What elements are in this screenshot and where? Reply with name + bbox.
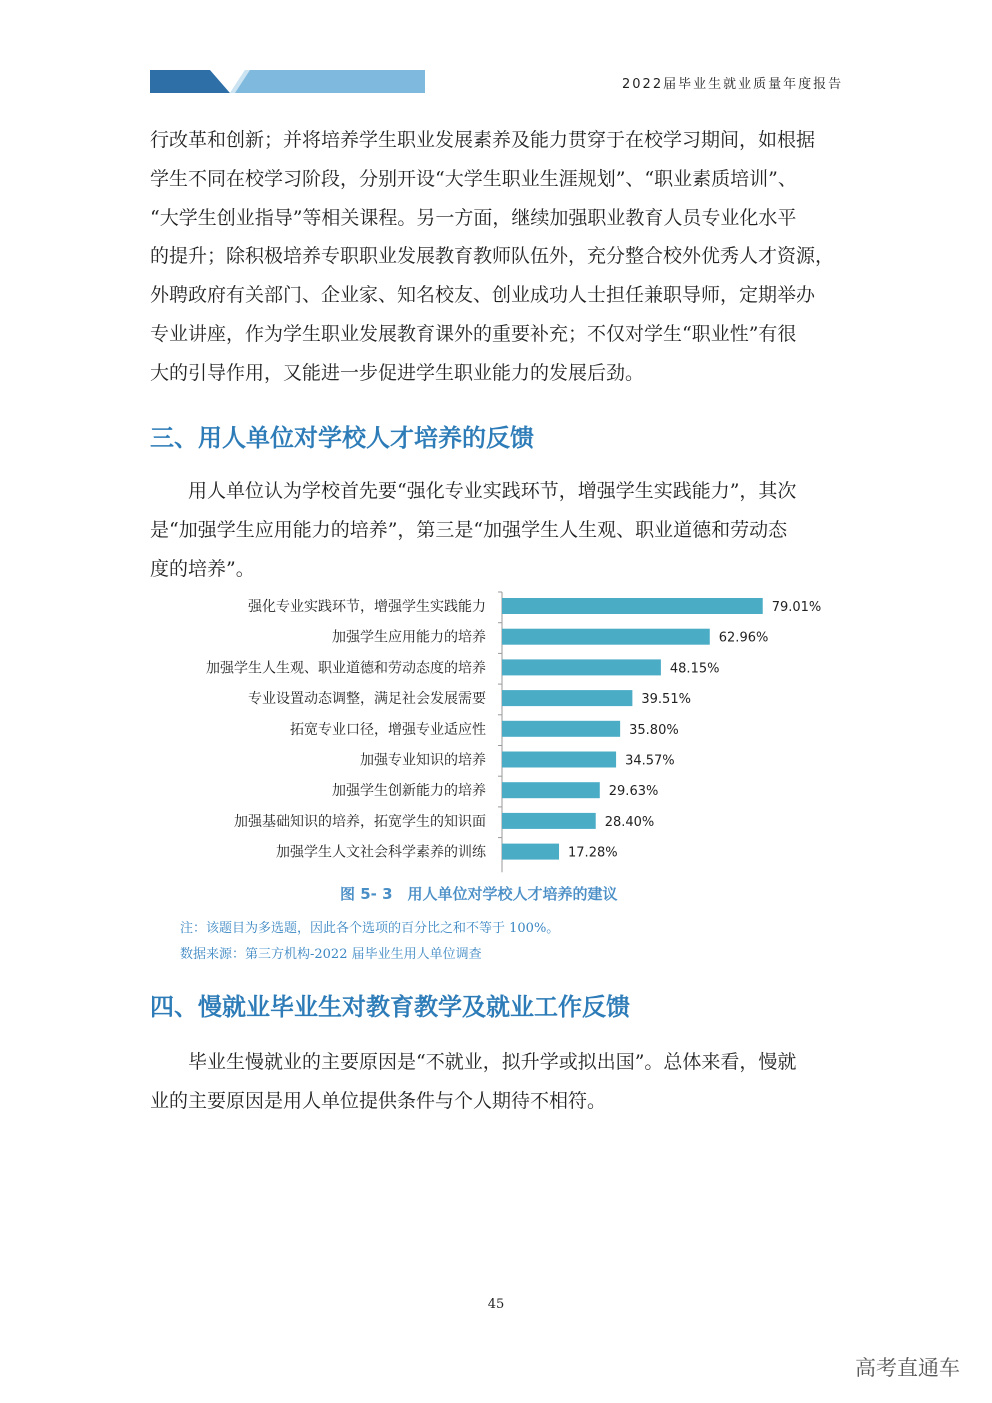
data-label: 35.80% bbox=[629, 722, 679, 738]
data-label: 29.63% bbox=[608, 784, 659, 800]
header-decoration-band bbox=[150, 70, 425, 93]
category-label: 加强专业知识的培养 bbox=[360, 752, 486, 769]
text-line: 行改革和创新；并将培养学生职业发展素养及能力贯穿于在校学习期间，如根据 bbox=[150, 129, 816, 151]
category-label: 加强学生创新能力的培养 bbox=[332, 783, 486, 800]
data-source: 数据来源：第三方机构-2022 届毕业生用人单位调查 bbox=[180, 947, 482, 962]
text-line: 度的培养”。 bbox=[150, 557, 255, 580]
text-line: 大的引导作用，又能进一步促进学生职业能力的发展后劲。 bbox=[150, 361, 645, 384]
data-label: 34.57% bbox=[625, 753, 675, 769]
text-line: 是“加强学生应用能力的培养”，第三是“加强学生人生观、职业道德和劳动态 bbox=[150, 518, 788, 541]
text-line: “大学生创业指导”等相关课程。另一方面，继续加强职业教育人员专业化水平 bbox=[150, 206, 797, 229]
category-label: 加强学生人生观、职业道德和劳动态度的培养 bbox=[206, 660, 486, 677]
bar bbox=[502, 813, 596, 829]
text-line: 业的主要原因是用人单位提供条件与个人期待不相符。 bbox=[150, 1089, 607, 1112]
figure-caption: 图 5- 3 用人单位对学校人才培养的建议 bbox=[340, 885, 618, 903]
section-heading-3: 三、用人单位对学校人才培养的反馈 bbox=[150, 424, 534, 452]
data-label: 48.15% bbox=[669, 661, 720, 677]
text-line: 用人单位认为学校首先要“强化专业实践环节，增强学生实践能力”，其次 bbox=[188, 480, 797, 502]
data-label: 17.28% bbox=[568, 845, 618, 861]
category-label: 加强学生人文社会科学素养的训练 bbox=[276, 844, 486, 861]
data-label: 79.01% bbox=[771, 600, 822, 615]
data-label: 62.96% bbox=[718, 630, 769, 646]
category-label: 专业设置动态调整，满足社会发展需要 bbox=[248, 691, 486, 708]
category-label: 加强基础知识的培养，拓宽学生的知识面 bbox=[234, 813, 486, 830]
text-line: 的提升；除积极培养专职职业发展教育教师队伍外，充分整合校外优秀人才资源， bbox=[150, 245, 835, 268]
text-line: 专业讲座，作为学生职业发展教育课外的重要补充；不仅对学生“职业性”有很 bbox=[150, 322, 797, 345]
figure-note: 注：该题目为多选题，因此各个选项的百分比之和不等于 100%。 bbox=[180, 921, 560, 936]
bar bbox=[502, 844, 559, 860]
bar bbox=[502, 690, 632, 706]
category-label: 拓宽专业口径，增强专业适应性 bbox=[290, 721, 486, 738]
bar bbox=[502, 721, 620, 737]
text-line: 毕业生慢就业的主要原因是“不就业，拟升学或拟出国”。总体来看，慢就 bbox=[188, 1051, 797, 1073]
bar bbox=[502, 598, 763, 614]
bar bbox=[502, 659, 661, 675]
category-label: 加强学生应用能力的培养 bbox=[332, 629, 486, 646]
text-line: 学生不同在校学习阶段，分别开设“大学生职业生涯规划”、“职业素质培训”、 bbox=[150, 167, 797, 190]
category-label: 强化专业实践环节，增强学生实践能力 bbox=[248, 599, 486, 615]
data-label: 39.51% bbox=[641, 692, 691, 708]
data-label: 28.40% bbox=[604, 814, 655, 830]
paragraph-continuation bbox=[150, 121, 844, 393]
section-3-paragraph bbox=[150, 472, 844, 588]
section-4-paragraph bbox=[150, 1043, 844, 1121]
bar bbox=[502, 752, 616, 768]
bar bbox=[502, 629, 710, 645]
text-line: 外聘政府有关部门、企业家、知名校友、创业成功人士担任兼职导师，定期举办 bbox=[150, 284, 816, 307]
section-heading-4: 四、慢就业毕业生对教育教学及就业工作反馈 bbox=[150, 993, 630, 1021]
watermark: 高考直通车 bbox=[855, 1356, 960, 1380]
bar-chart bbox=[150, 590, 850, 880]
bar bbox=[502, 782, 600, 798]
page-number: 45 bbox=[487, 1297, 505, 1312]
report-header-title: 2022届毕业生就业质量年度报告 bbox=[622, 77, 844, 92]
